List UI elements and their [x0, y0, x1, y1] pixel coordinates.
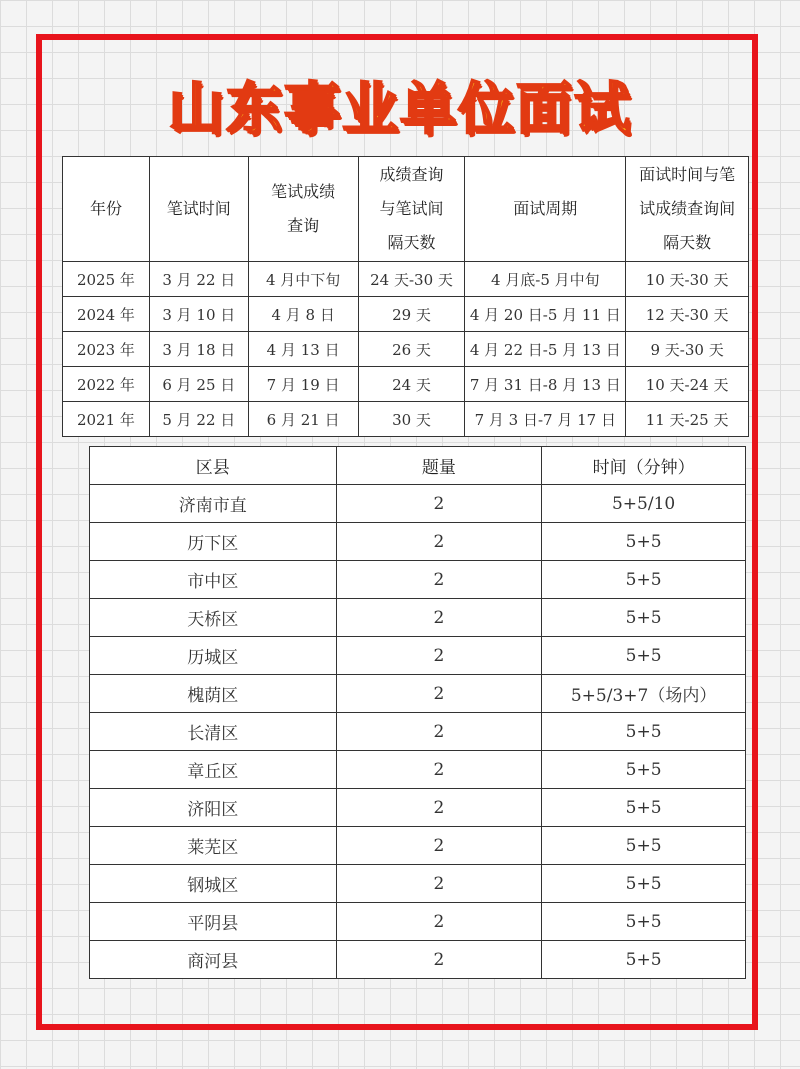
- table-row: [63, 332, 749, 367]
- header-time-minutes: 时间（分钟）: [542, 447, 746, 485]
- cell-year: 2022 年: [63, 367, 150, 402]
- cell-written-date: 3 月 10 日: [149, 297, 248, 332]
- cell-written-date: 5 月 22 日: [149, 402, 248, 437]
- header-written-date: 笔试时间: [149, 157, 248, 262]
- cell-score-query: 6 月 21 日: [248, 402, 358, 437]
- cell-district: 钢城区: [90, 865, 337, 903]
- cell-district: 槐荫区: [90, 675, 337, 713]
- cell-district: 天桥区: [90, 599, 337, 637]
- cell-interview-interval: 10 天-24 天: [626, 367, 749, 402]
- cell-time-minutes: 5+5/10: [542, 485, 746, 523]
- cell-score-query: 4 月 8 日: [248, 297, 358, 332]
- table-row: [90, 751, 746, 789]
- cell-district: 济阳区: [90, 789, 337, 827]
- cell-question-count: 2: [336, 599, 542, 637]
- table-row: [90, 485, 746, 523]
- cell-district: 历下区: [90, 523, 337, 561]
- header-interval-days: 成绩查询与笔试间隔天数: [358, 157, 465, 262]
- cell-year: 2025 年: [63, 262, 150, 297]
- cell-interview-interval: 11 天-25 天: [626, 402, 749, 437]
- cell-question-count: 2: [336, 523, 542, 561]
- table-row: [90, 903, 746, 941]
- cell-district: 济南市直: [90, 485, 337, 523]
- header-district: 区县: [90, 447, 337, 485]
- table-row: [90, 637, 746, 675]
- cell-interview-period: 7 月 3 日-7 月 17 日: [465, 402, 626, 437]
- cell-time-minutes: 5+5: [542, 827, 746, 865]
- cell-district: 长清区: [90, 713, 337, 751]
- cell-question-count: 2: [336, 485, 542, 523]
- table-row: [90, 827, 746, 865]
- table-row: [90, 599, 746, 637]
- cell-question-count: 2: [336, 941, 542, 979]
- cell-time-minutes: 5+5: [542, 865, 746, 903]
- table-header-row: [63, 157, 749, 262]
- cell-time-minutes: 5+5: [542, 713, 746, 751]
- cell-time-minutes: 5+5: [542, 561, 746, 599]
- cell-district: 历城区: [90, 637, 337, 675]
- cell-time-minutes: 5+5: [542, 941, 746, 979]
- cell-interview-interval: 10 天-30 天: [626, 262, 749, 297]
- cell-interview-period: 4 月 22 日-5 月 13 日: [465, 332, 626, 367]
- cell-year: 2021 年: [63, 402, 150, 437]
- cell-time-minutes: 5+5: [542, 903, 746, 941]
- header-interview-period: 面试周期: [465, 157, 626, 262]
- cell-score-query: 4 月 13 日: [248, 332, 358, 367]
- cell-time-minutes: 5+5: [542, 751, 746, 789]
- cell-interval-days: 30 天: [358, 402, 465, 437]
- cell-question-count: 2: [336, 713, 542, 751]
- exam-schedule-table: [62, 156, 749, 437]
- cell-year: 2024 年: [63, 297, 150, 332]
- table-header-row: [90, 447, 746, 485]
- cell-interval-days: 26 天: [358, 332, 465, 367]
- cell-time-minutes: 5+5: [542, 523, 746, 561]
- table-row: [63, 262, 749, 297]
- cell-question-count: 2: [336, 637, 542, 675]
- table-row: [90, 713, 746, 751]
- cell-district: 章丘区: [90, 751, 337, 789]
- cell-written-date: 3 月 18 日: [149, 332, 248, 367]
- table-row: [63, 367, 749, 402]
- cell-score-query: 4 月中下旬: [248, 262, 358, 297]
- cell-question-count: 2: [336, 903, 542, 941]
- cell-time-minutes: 5+5: [542, 789, 746, 827]
- cell-time-minutes: 5+5/3+7（场内）: [542, 675, 746, 713]
- cell-question-count: 2: [336, 675, 542, 713]
- table-row: [63, 402, 749, 437]
- cell-interview-period: 4 月 20 日-5 月 11 日: [465, 297, 626, 332]
- cell-written-date: 6 月 25 日: [149, 367, 248, 402]
- cell-interview-period: 7 月 31 日-8 月 13 日: [465, 367, 626, 402]
- header-question-count: 题量: [336, 447, 542, 485]
- cell-interview-interval: 9 天-30 天: [626, 332, 749, 367]
- cell-district: 商河县: [90, 941, 337, 979]
- cell-time-minutes: 5+5: [542, 599, 746, 637]
- table-row: [90, 941, 746, 979]
- district-interview-table: [89, 446, 746, 979]
- page-title: 山东事业单位面试: [168, 77, 632, 142]
- cell-question-count: 2: [336, 561, 542, 599]
- cell-interval-days: 24 天-30 天: [358, 262, 465, 297]
- cell-score-query: 7 月 19 日: [248, 367, 358, 402]
- table-row: [90, 789, 746, 827]
- cell-district: 平阴县: [90, 903, 337, 941]
- header-interview-interval: 面试时间与笔试成绩查询间隔天数: [626, 157, 749, 262]
- cell-year: 2023 年: [63, 332, 150, 367]
- cell-time-minutes: 5+5: [542, 637, 746, 675]
- cell-interval-days: 29 天: [358, 297, 465, 332]
- table-row: [90, 865, 746, 903]
- cell-interview-interval: 12 天-30 天: [626, 297, 749, 332]
- cell-question-count: 2: [336, 789, 542, 827]
- cell-question-count: 2: [336, 751, 542, 789]
- header-year: 年份: [63, 157, 150, 262]
- cell-interval-days: 24 天: [358, 367, 465, 402]
- cell-interview-period: 4 月底-5 月中旬: [465, 262, 626, 297]
- cell-question-count: 2: [336, 865, 542, 903]
- table-row: [63, 297, 749, 332]
- cell-question-count: 2: [336, 827, 542, 865]
- header-score-query: 笔试成绩查询: [248, 157, 358, 262]
- table-row: [90, 675, 746, 713]
- cell-district: 莱芜区: [90, 827, 337, 865]
- table-row: [90, 523, 746, 561]
- cell-district: 市中区: [90, 561, 337, 599]
- cell-written-date: 3 月 22 日: [149, 262, 248, 297]
- table-row: [90, 561, 746, 599]
